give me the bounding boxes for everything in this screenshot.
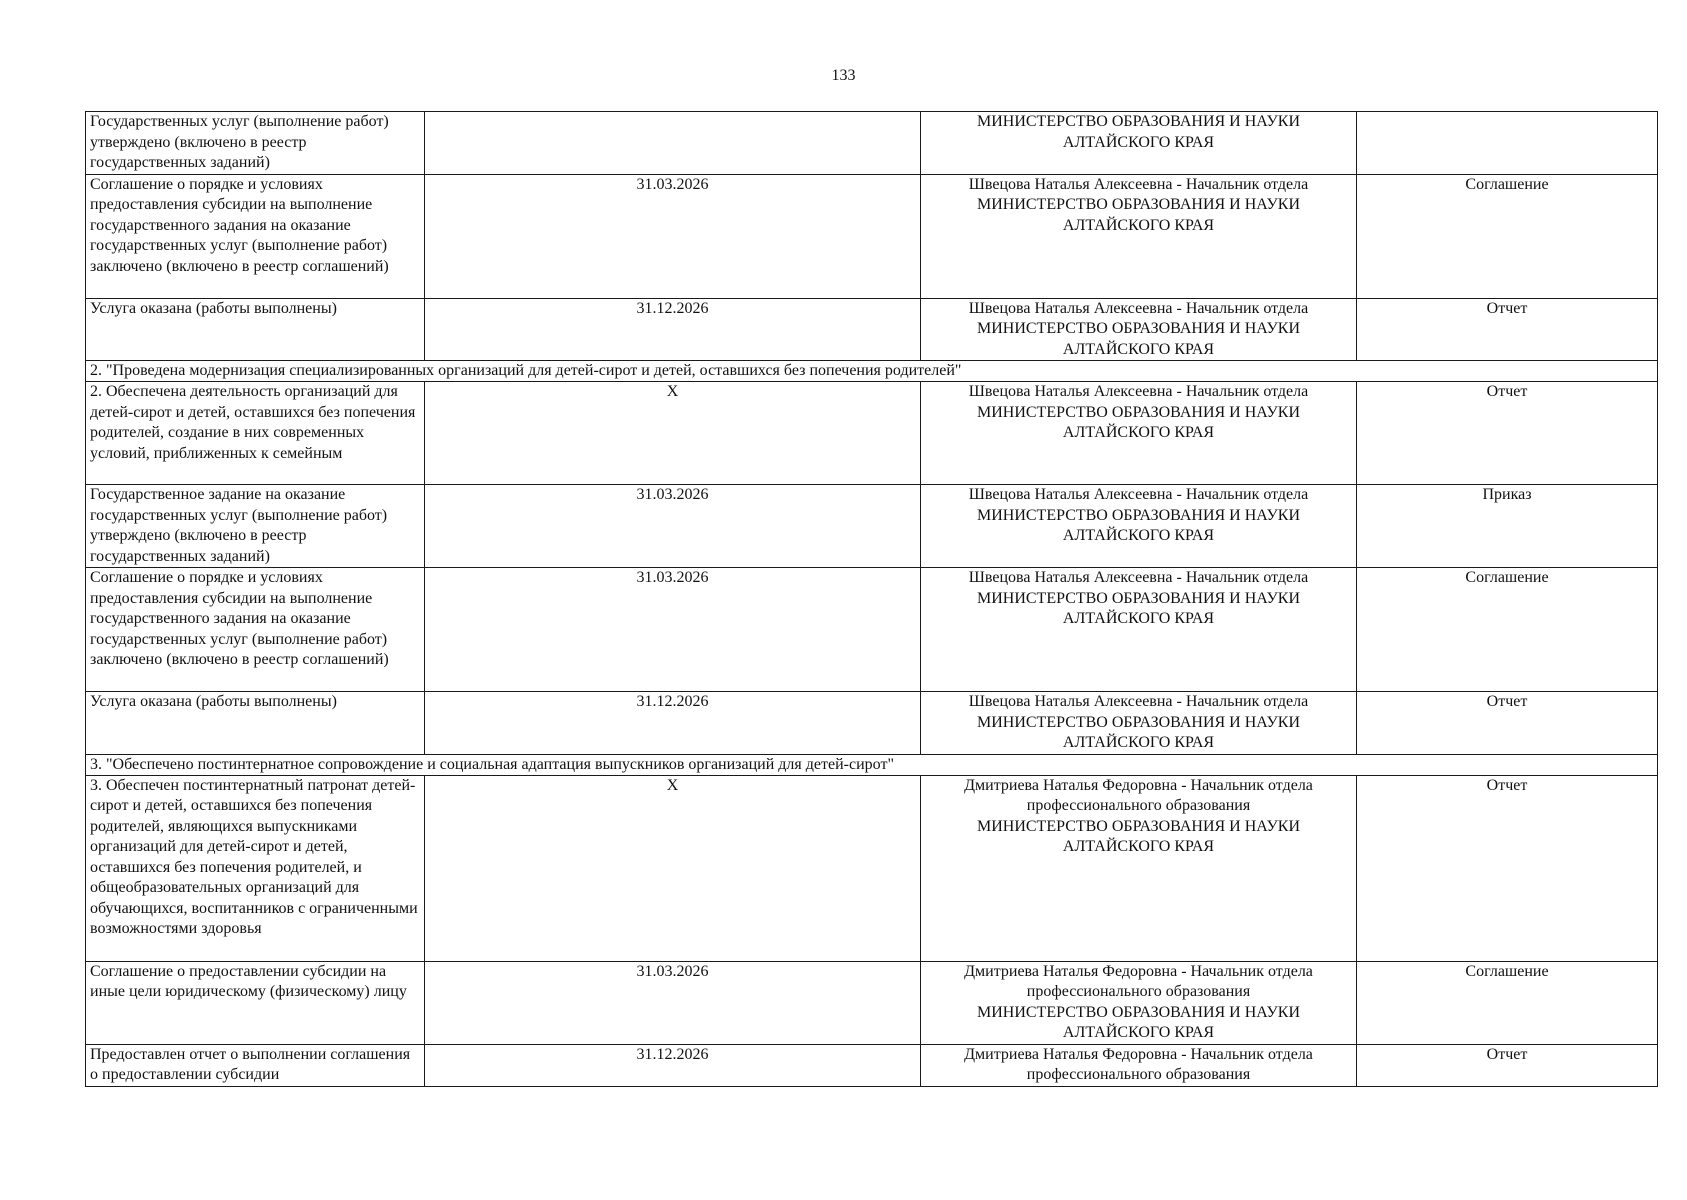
event-name-cell: Соглашение о порядке и условиях предоставления субсидии на выполнение государственного задания на оказание государственных услуг (выполнение работ) заключено (включено в реестр соглашений) <box>86 568 425 692</box>
table-row <box>86 1044 1658 1086</box>
event-name-cell: Услуга оказана (работы выполнены) <box>86 692 425 755</box>
table-row <box>86 112 1658 175</box>
document-type-cell: Отчет <box>1357 775 1658 961</box>
responsible-cell <box>921 568 1357 692</box>
responsible-line: Дмитриева Наталья Федоровна - Начальник отдела <box>964 1045 1313 1063</box>
table-row <box>86 174 1658 298</box>
deadline-cell: 31.12.2026 <box>425 298 921 361</box>
responsible-line: МИНИСТЕРСТВО ОБРАЗОВАНИЯ И НАУКИ <box>976 320 1300 337</box>
responsible-line: Швецова Наталья Алексеевна - Начальник отдела <box>968 299 1309 317</box>
responsible-line: Швецова Наталья Алексеевна - Начальник отдела <box>968 569 1309 586</box>
responsible-line: профессионального образования <box>1026 983 1251 1000</box>
event-name-cell: Государственных услуг (выполнение работ) утверждено (включено в реестр государственных заданий) <box>86 112 425 175</box>
responsible-cell <box>921 1044 1357 1086</box>
deadline-cell <box>425 112 921 175</box>
document-type-cell: Отчет <box>1357 382 1658 485</box>
responsible-line: Дмитриева Наталья Федоровна - Начальник отдела <box>964 962 1313 980</box>
activities-table <box>85 111 1658 1087</box>
event-name-cell: 3. Обеспечен постинтернатный патронат детей-сирот и детей, оставшихся без попечения родителей, являющихся выпускниками организаций для детей-сирот и детей, оставшихся без попечения родителей, и общеобразовательных организаций для обучающихся, воспитанников с ограниченными возможностями здоровья <box>86 775 425 961</box>
responsible-line: АЛТАЙСКОГО КРАЯ <box>1062 340 1215 358</box>
document-type-cell: Соглашение <box>1357 174 1658 298</box>
responsible-cell <box>921 382 1357 485</box>
event-name-cell: Предоставлен отчет о выполнении соглашения о предоставлении субсидии <box>86 1044 425 1086</box>
document-type-cell: Соглашение <box>1357 961 1658 1044</box>
responsible-line: АЛТАЙСКОГО КРАЯ <box>1062 216 1215 234</box>
document-type-cell: Приказ <box>1357 485 1658 568</box>
deadline-cell: X <box>425 775 921 961</box>
document-type-cell <box>1357 112 1658 175</box>
responsible-line: АЛТАЙСКОГО КРАЯ <box>1062 133 1215 151</box>
responsible-cell <box>921 485 1357 568</box>
document-type-cell: Отчет <box>1357 1044 1658 1086</box>
section-heading: 3. "Обеспечено постинтернатное сопровождение и социальная адаптация выпускников организаций для детей-сирот" <box>86 754 1658 775</box>
deadline-cell: 31.12.2026 <box>425 1044 921 1086</box>
responsible-line: МИНИСТЕРСТВО ОБРАЗОВАНИЯ И НАУКИ <box>976 403 1300 421</box>
event-name-cell: 2. Обеспечена деятельность организаций для детей-сирот и детей, оставшихся без попечения родителей, создание в них современных условий, приближенных к семейным <box>86 382 425 485</box>
table-row <box>86 298 1658 361</box>
responsible-line: Дмитриева Наталья Федоровна - Начальник отдела <box>964 776 1313 794</box>
responsible-line: Швецова Наталья Алексеевна - Начальник отдела <box>968 486 1309 503</box>
table-row <box>86 382 1658 485</box>
section-heading-row <box>86 361 1658 382</box>
section-heading: 2. "Проведена модернизация специализированных организаций для детей-сирот и детей, оставшихся без попечения родителей" <box>86 361 1658 382</box>
responsible-line: МИНИСТЕРСТВО ОБРАЗОВАНИЯ И НАУКИ <box>976 113 1300 130</box>
deadline-cell: 31.12.2026 <box>425 692 921 755</box>
responsible-line: АЛТАЙСКОГО КРАЯ <box>1062 424 1215 441</box>
event-name-cell: Соглашение о порядке и условиях предоставления субсидии на выполнение государственного задания на оказание государственных услуг (выполнение работ) заключено (включено в реестр соглашений) <box>86 174 425 298</box>
responsible-line: АЛТАЙСКОГО КРАЯ <box>1062 734 1215 751</box>
table-row <box>86 692 1658 755</box>
responsible-line: МИНИСТЕРСТВО ОБРАЗОВАНИЯ И НАУКИ <box>976 506 1300 524</box>
responsible-line: Швецова Наталья Алексеевна - Начальник отдела <box>968 693 1309 710</box>
responsible-line: Швецова Наталья Алексеевна - Начальник отдела <box>968 383 1309 400</box>
deadline-cell: 31.03.2026 <box>425 961 921 1044</box>
responsible-line: МИНИСТЕРСТВО ОБРАЗОВАНИЯ И НАУКИ <box>976 817 1300 835</box>
event-name-cell: Соглашение о предоставлении субсидии на иные цели юридическому (физическому) лицу <box>86 961 425 1044</box>
responsible-line: профессионального образования <box>1026 797 1251 814</box>
table-row <box>86 961 1658 1044</box>
responsible-line: АЛТАЙСКОГО КРАЯ <box>1062 1024 1215 1041</box>
table-row <box>86 568 1658 692</box>
responsible-line: МИНИСТЕРСТВО ОБРАЗОВАНИЯ И НАУКИ <box>976 196 1300 213</box>
responsible-cell <box>921 298 1357 361</box>
document-type-cell: Соглашение <box>1357 568 1658 692</box>
deadline-cell: 31.03.2026 <box>425 174 921 298</box>
responsible-line: АЛТАЙСКОГО КРАЯ <box>1062 610 1215 627</box>
deadline-cell: 31.03.2026 <box>425 485 921 568</box>
deadline-cell: X <box>425 382 921 485</box>
responsible-cell <box>921 112 1357 175</box>
deadline-cell: 31.03.2026 <box>425 568 921 692</box>
page-number: 133 <box>831 67 856 84</box>
responsible-line: АЛТАЙСКОГО КРАЯ <box>1062 838 1215 855</box>
table-row <box>86 775 1658 961</box>
responsible-line: Швецова Наталья Алексеевна - Начальник отдела <box>968 175 1309 193</box>
event-name-cell: Услуга оказана (работы выполнены) <box>86 298 425 361</box>
responsible-line: АЛТАЙСКОГО КРАЯ <box>1062 527 1215 544</box>
responsible-line: МИНИСТЕРСТВО ОБРАЗОВАНИЯ И НАУКИ <box>976 713 1300 731</box>
responsible-cell <box>921 174 1357 298</box>
table-row <box>86 485 1658 568</box>
responsible-line: профессионального образования <box>1026 1066 1251 1083</box>
responsible-cell <box>921 775 1357 961</box>
responsible-line: МИНИСТЕРСТВО ОБРАЗОВАНИЯ И НАУКИ <box>976 1003 1300 1021</box>
responsible-cell <box>921 961 1357 1044</box>
table-body <box>86 112 1658 1087</box>
responsible-line: МИНИСТЕРСТВО ОБРАЗОВАНИЯ И НАУКИ <box>976 589 1300 607</box>
section-heading-row <box>86 754 1658 775</box>
responsible-cell <box>921 692 1357 755</box>
document-type-cell: Отчет <box>1357 298 1658 361</box>
event-name-cell: Государственное задание на оказание государственных услуг (выполнение работ) утверждено (включено в реестр государственных заданий) <box>86 485 425 568</box>
document-type-cell: Отчет <box>1357 692 1658 755</box>
